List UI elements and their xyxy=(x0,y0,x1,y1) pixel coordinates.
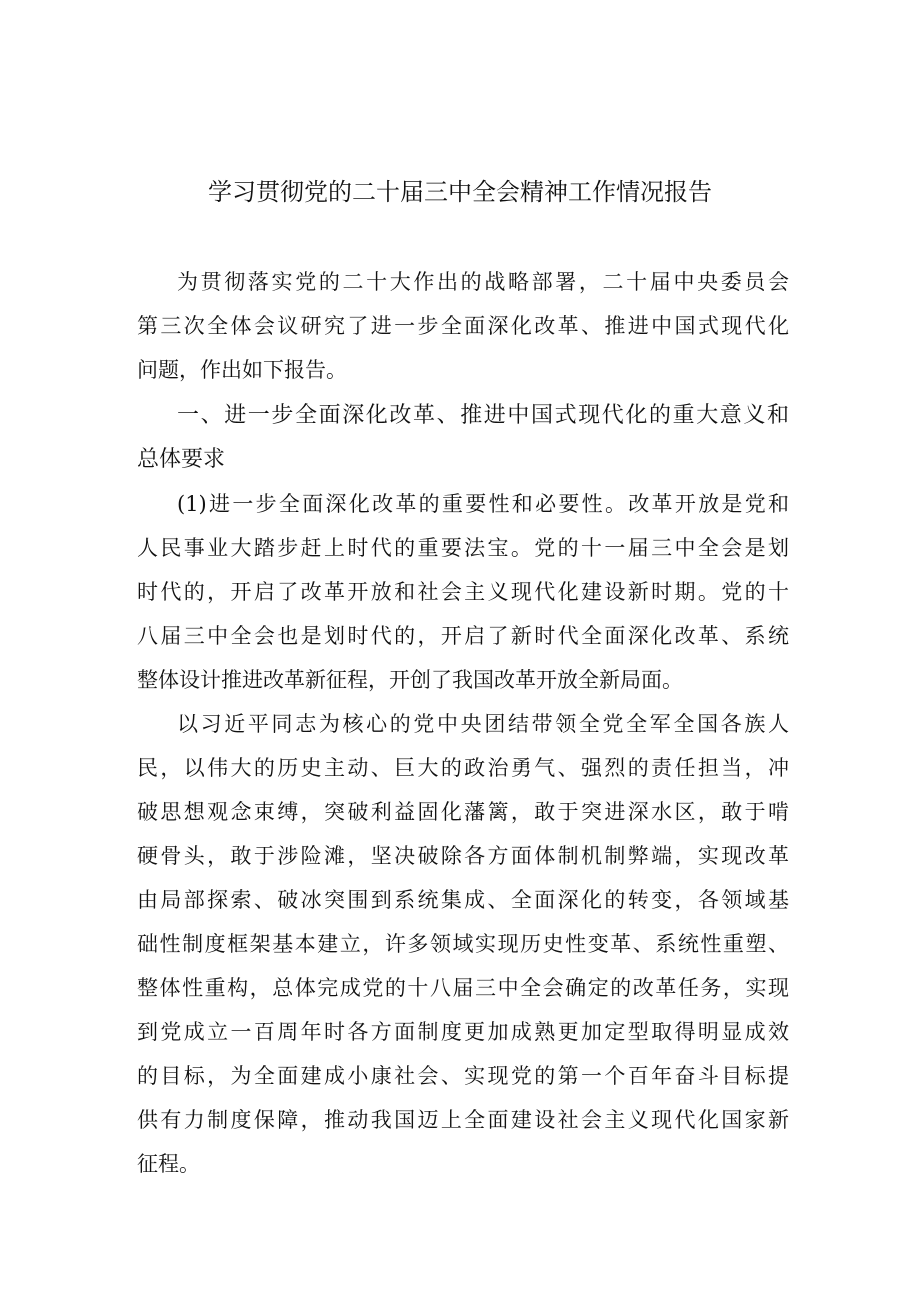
paragraph-line: 供有力制度保障，推动我国迈上全面建设社会主义现代化国家新 xyxy=(137,1108,789,1132)
paragraph-line: 破思想观念束缚，突破利益固化藩篱，敢于突进深水区，敢于啃 xyxy=(137,800,789,824)
paragraph-line: 的目标，为全面建成小康社会、实现党的第一个百年奋斗目标提 xyxy=(137,1064,789,1088)
paragraph-line: 硬骨头，敢于涉险滩，坚决破除各方面体制机制弊端，实现改革 xyxy=(137,844,789,868)
paragraph-line: 由局部探索、破冰突围到系统集成、全面深化的转变，各领域基 xyxy=(137,888,789,912)
intro-line: 第三次全体会议研究了进一步全面深化改革、推进中国式现代化 xyxy=(137,314,789,338)
section-heading: 总体要求 xyxy=(137,447,226,472)
paragraph-line: 八届三中全会也是划时代的，开启了新时代全面深化改革、系统 xyxy=(137,624,789,648)
intro-line: 问题，作出如下报告。 xyxy=(137,358,347,382)
paragraph-line: 征程。 xyxy=(137,1152,200,1176)
paragraph-line: 础性制度框架基本建立，许多领域实现历史性变革、系统性重塑、 xyxy=(137,932,789,956)
paragraph-line: 民，以伟大的历史主动、巨大的政治勇气、强烈的责任担当，冲 xyxy=(137,756,789,780)
paragraph-line: 人民事业大踏步赶上时代的重要法宝。党的十一届三中全会是划 xyxy=(137,536,789,560)
paragraph-line: 以习近平同志为核心的党中央团结带领全党全军全国各族人 xyxy=(177,712,789,736)
paragraph-line: 整体性重构，总体完成党的十八届三中全会确定的改革任务，实现 xyxy=(137,976,789,1000)
paragraph-line: 整体设计推进改革新征程，开创了我国改革开放全新局面。 xyxy=(137,668,683,692)
paragraph-line: 到党成立一百周年时各方面制度更加成熟更加定型取得明显成效 xyxy=(137,1020,789,1044)
section-heading: 一、进一步全面深化改革、推进中国式现代化的重大意义和 xyxy=(177,403,789,428)
paragraph-line: 时代的，开启了改革开放和社会主义现代化建设新时期。党的十 xyxy=(137,580,789,604)
document-title: 学习贯彻党的二十届三中全会精神工作情况报告 xyxy=(208,178,712,206)
paragraph-line: (1)进一步全面深化改革的重要性和必要性。改革开放是党和 xyxy=(177,492,789,516)
intro-line: 为贯彻落实党的二十大作出的战略部署，二十届中央委员会 xyxy=(177,270,789,294)
